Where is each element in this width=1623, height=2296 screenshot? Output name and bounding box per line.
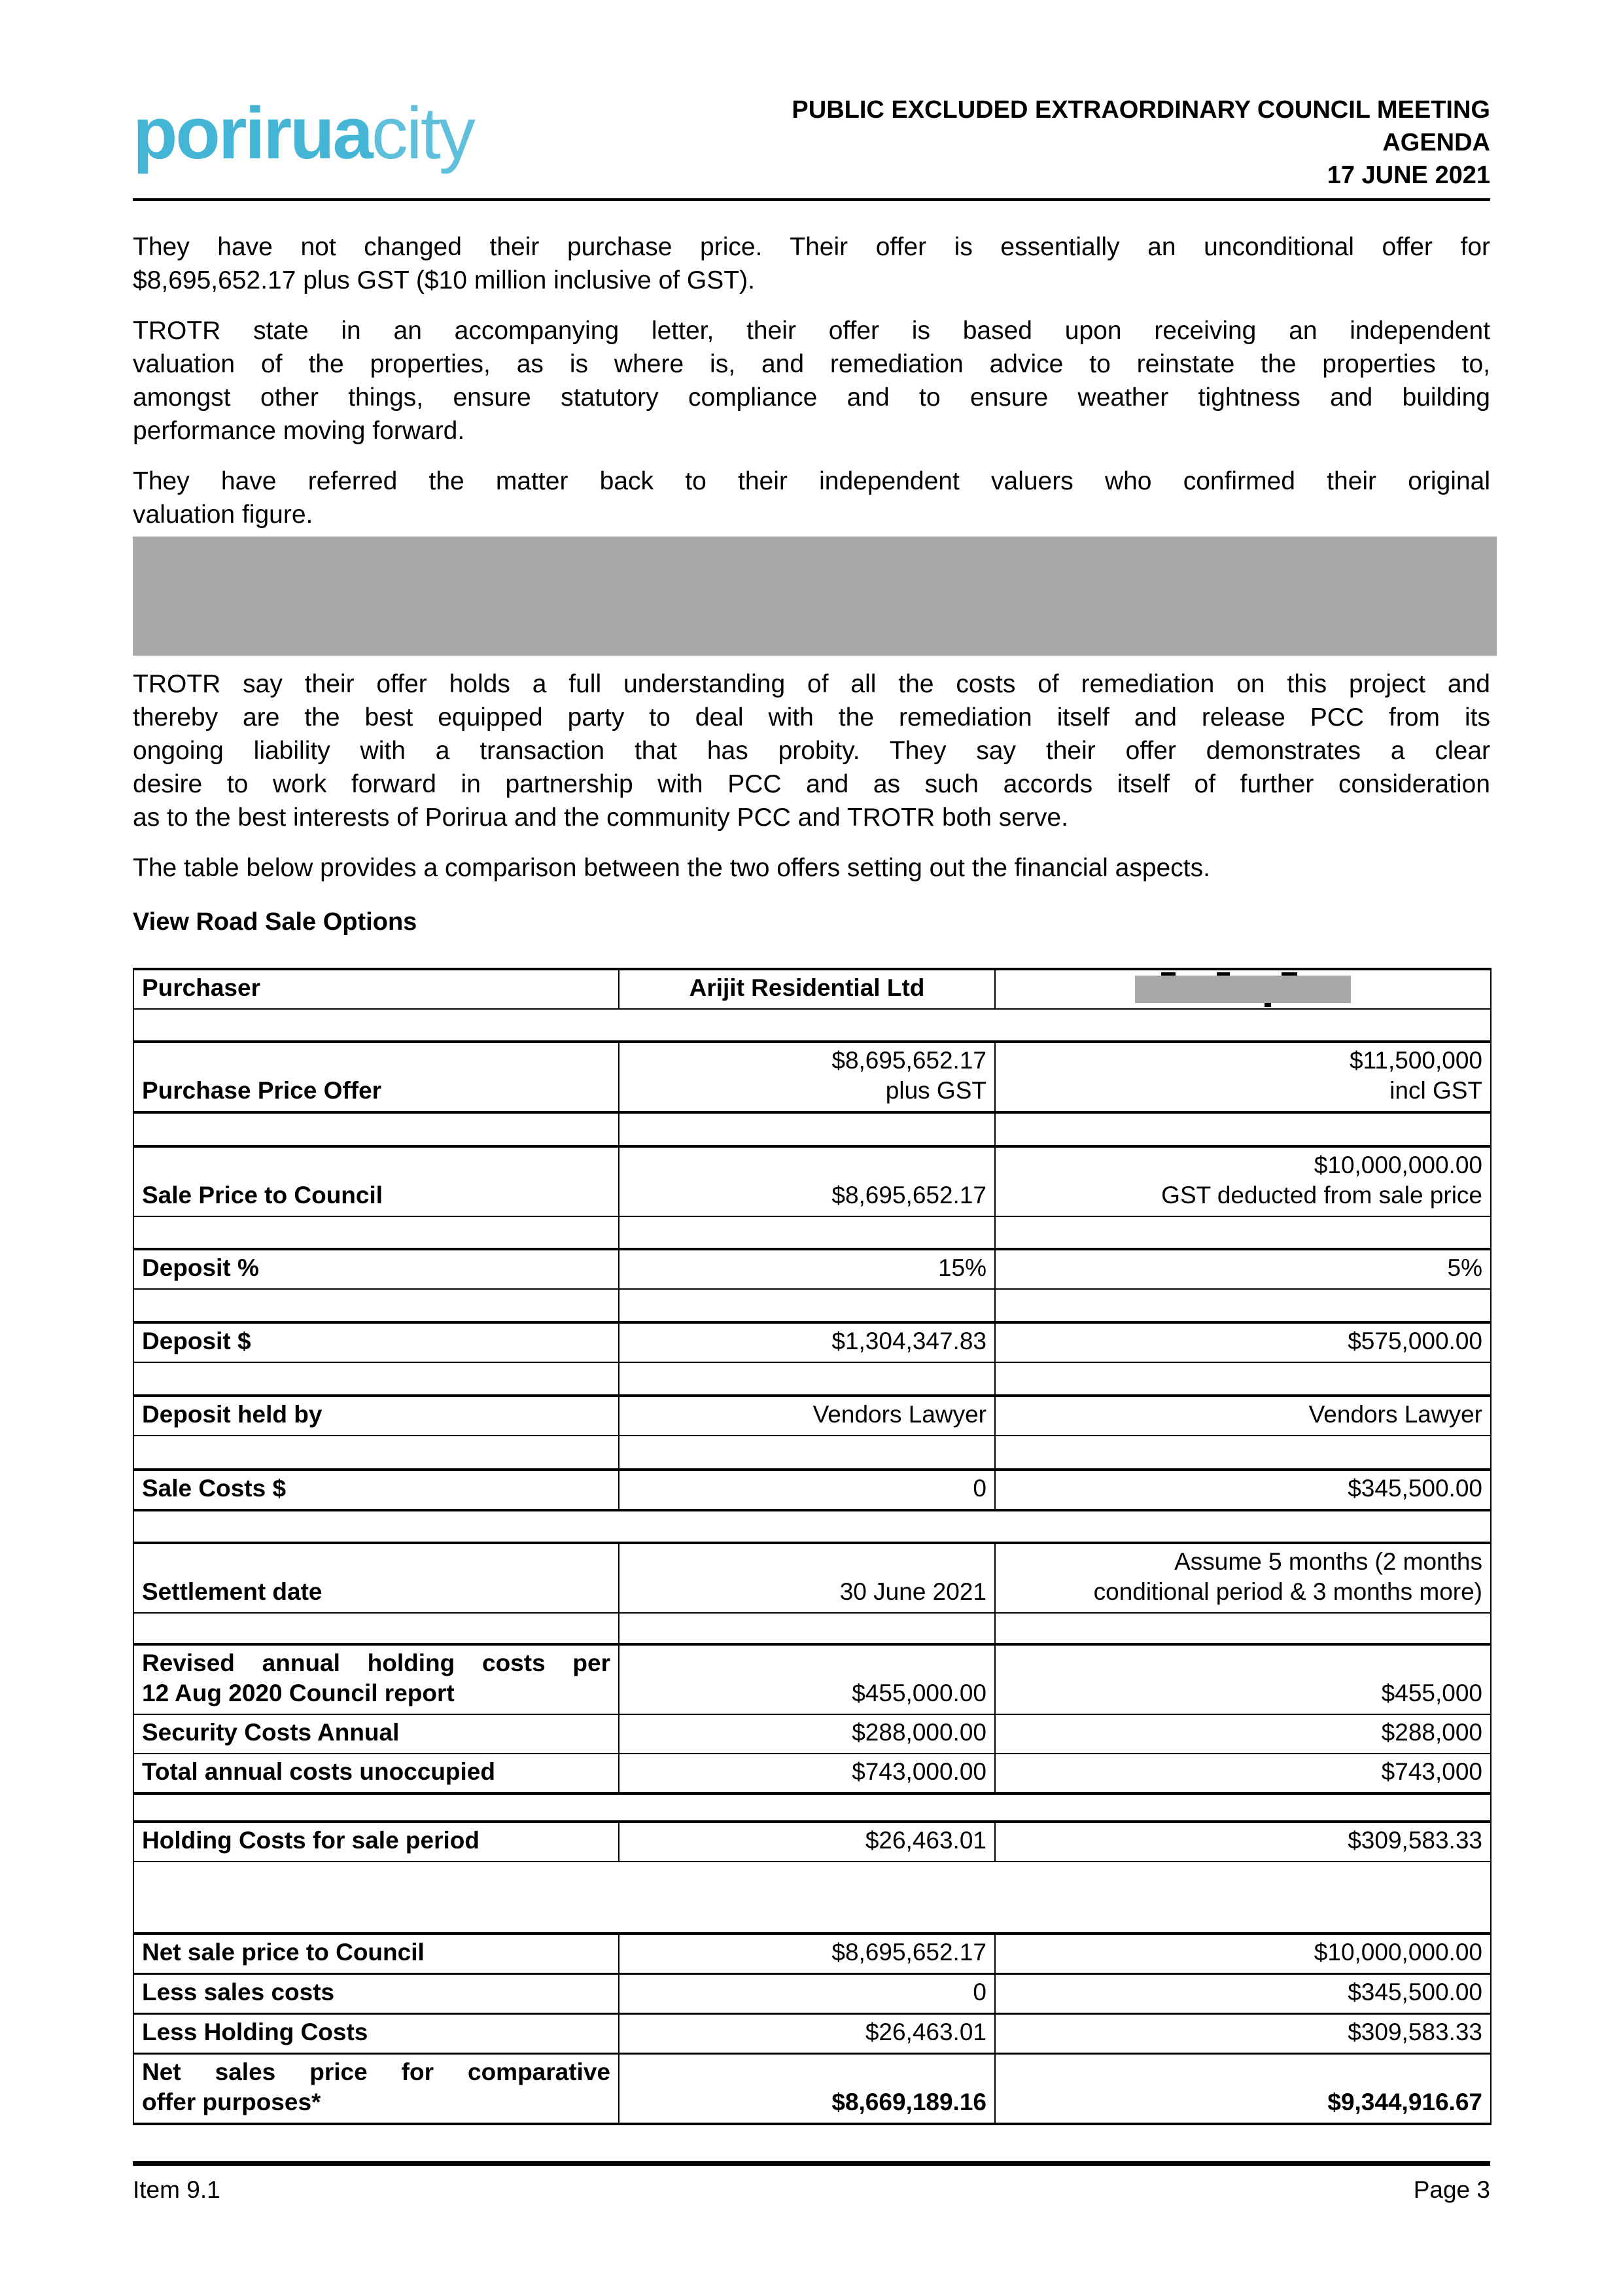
arijit-value: $26,463.01 [619,1822,995,1862]
arijit-value: 0 [619,1974,995,2014]
paragraph-2: TROTR state in an accompanying letter, their offer is based upon receiving an independent valuation of the properties, as is where is, and remediation advice to reinstate the properties to, amongst other things, ensure statutory compliance and to ensure weather tightness and building performance moving forward. [133,317,1490,445]
row-label-purchaser: Purchaser [133,969,619,1009]
spacer-row [133,1009,1491,1042]
porirua-city-logo [133,92,474,174]
footer-item-number: Item 9.1 [133,2176,220,2203]
sale-options-comparison-table [133,968,1492,2125]
meeting-title-line-2: AGENDA [1382,129,1490,156]
arijit-value: 15% [619,1249,995,1289]
other-value: $9,344,916.67 [995,2054,1491,2125]
redaction-remnant [1161,972,1176,976]
redaction-remnant [1217,972,1230,976]
spacer-row [133,1362,1491,1396]
table-row-sale-price-to-council [133,1146,1491,1216]
row-label: Net sales price for comparative offer purposes* [133,2054,619,2125]
table-heading: View Road Sale Options [133,908,417,936]
other-value: Assume 5 months (2 months conditional period & 3 months more) [995,1543,1491,1613]
table-row-revised-annual-holding-costs [133,1644,1491,1714]
table-row-sale-costs [133,1470,1491,1510]
meeting-title-line-3: 17 JUNE 2021 [1327,162,1490,189]
other-value: $11,500,000 incl GST [995,1042,1491,1112]
meeting-title-line-1: PUBLIC EXCLUDED EXTRAORDINARY COUNCIL MEETING [792,96,1490,124]
arijit-value: 30 June 2021 [619,1543,995,1613]
logo-text-porirua: porirua [133,92,372,174]
row-label: Deposit $ [133,1322,619,1362]
page-footer [133,2161,1490,2204]
spacer-row [133,1436,1491,1470]
table-row-purchase-price-offer [133,1042,1491,1112]
row-label: Purchase Price Offer [133,1042,619,1112]
spacer-row [133,1216,1491,1249]
table-row-less-holding-costs [133,2014,1491,2054]
table-row-security-costs [133,1714,1491,1754]
other-value: $345,500.00 [995,1470,1491,1510]
other-value: $575,000.00 [995,1322,1491,1362]
footer-page-number: Page 3 [1413,2176,1490,2203]
spacer-row [133,1613,1491,1644]
row-label: Settlement date [133,1543,619,1613]
table-row-less-sales-costs [133,1974,1491,2014]
paragraph-3: They have referred the matter back to their independent valuers who confirmed their original valuation figure. [133,467,1490,529]
table-row-deposit-pct [133,1249,1491,1289]
arijit-value: $26,463.01 [619,2014,995,2054]
redaction-remnant [1265,1003,1271,1007]
spacer-row [133,1793,1491,1822]
table-row-settlement-date [133,1543,1491,1613]
meeting-title [792,94,1490,192]
redaction-block-large [133,537,1497,656]
other-value: $309,583.33 [995,2014,1491,2054]
arijit-value: $8,695,652.17 plus GST [619,1042,995,1112]
arijit-value: $743,000.00 [619,1754,995,1793]
header-rule [133,198,1490,201]
arijit-value: $1,304,347.83 [619,1322,995,1362]
row-label: Sale Costs $ [133,1470,619,1510]
other-value: $10,000,000.00 [995,1934,1491,1974]
row-label: Less Holding Costs [133,2014,619,2054]
page-header [133,0,1490,198]
table-row-deposit-dollars [133,1322,1491,1362]
row-label: Security Costs Annual [133,1714,619,1754]
other-value: 5% [995,1249,1491,1289]
table-row-holding-costs-sale-period [133,1822,1491,1862]
row-label: Sale Price to Council [133,1146,619,1216]
row-label: Total annual costs unoccupied [133,1754,619,1793]
row-label: Holding Costs for sale period [133,1822,619,1862]
redaction-box-small [1135,976,1351,1003]
arijit-value: $455,000.00 [619,1644,995,1714]
table-row-deposit-held-by [133,1396,1491,1436]
other-value: $10,000,000.00 GST deducted from sale price [995,1146,1491,1216]
paragraph-4: TROTR say their offer holds a full understanding of all the costs of remediation on this project and thereby are the best equipped party to deal with the remediation itself and release PCC from its ongoing liability with a transaction that has probity. They say their offer demonstrates a clear desire to work forward in partnership with PCC and as such accords itself of further consideration as to the best interests of Porirua and the community PCC and TROTR both serve. [133,670,1490,832]
spacer-row [133,1510,1491,1543]
row-label: Deposit held by [133,1396,619,1436]
arijit-value: $8,695,652.17 [619,1146,995,1216]
table-row-net-sales-price-comparative [133,2054,1491,2125]
row-label: Net sale price to Council [133,1934,619,1974]
paragraph-1: They have not changed their purchase price. Their offer is essentially an unconditional offer for $8,695,652.17 plus GST ($10 million inclusive of GST). [133,233,1490,294]
arijit-value: $8,695,652.17 [619,1934,995,1974]
footer-rule [133,2161,1490,2166]
spacer-row [133,1862,1491,1934]
arijit-value: Vendors Lawyer [619,1396,995,1436]
row-label: Deposit % [133,1249,619,1289]
table-row-total-annual-costs [133,1754,1491,1793]
row-label: Less sales costs [133,1974,619,2014]
other-value: $345,500.00 [995,1974,1491,2014]
purchaser-redacted [995,969,1491,1009]
other-value: $455,000 [995,1644,1491,1714]
other-value: Vendors Lawyer [995,1396,1491,1436]
table-row-net-sale-price [133,1934,1491,1974]
row-label: Revised annual holding costs per 12 Aug 2020 Council report [133,1644,619,1714]
other-value: $288,000 [995,1714,1491,1754]
paragraph-5: The table below provides a comparison between the two offers setting out the financial aspects. [133,854,1210,882]
table-row-purchaser [133,969,1491,1009]
other-value: $743,000 [995,1754,1491,1793]
logo-text-city: city [371,92,474,174]
spacer-row [133,1112,1491,1146]
redaction-remnant [1282,972,1297,976]
arijit-value: $288,000.00 [619,1714,995,1754]
other-value: $309,583.33 [995,1822,1491,1862]
arijit-value: $8,669,189.16 [619,2054,995,2125]
purchaser-arijit: Arijit Residential Ltd [619,969,995,1009]
spacer-row [133,1289,1491,1322]
arijit-value: 0 [619,1470,995,1510]
